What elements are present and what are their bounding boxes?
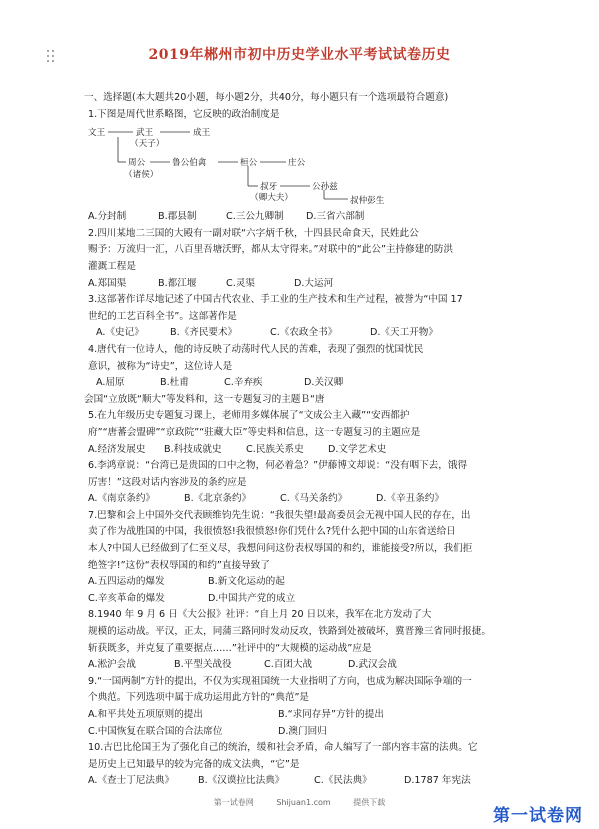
question-8-line: 8.1940 年 9 月 6 日《大公报》社评：“自上月 20 日以来，我军在北方发动了大 bbox=[88, 609, 432, 621]
question-3-options bbox=[88, 325, 523, 342]
option[interactable]: B.杜甫 bbox=[160, 377, 189, 389]
question-7-line: 卖了作为战胜国的中国，我很愤怒!我很愤怒!你们凭什么?凭什么把中国的山东省送给日 bbox=[88, 526, 456, 538]
node-zhougong: 周公 bbox=[128, 158, 146, 169]
answer-note: 会国“立放既“顺大”等发料和，这一专题复习的主题Ｂ“唐 bbox=[84, 393, 325, 405]
option[interactable]: C.民族关系史 bbox=[246, 443, 304, 455]
question-7-options-row2 bbox=[88, 591, 523, 608]
brand-logo: 第一试卷网 bbox=[493, 806, 583, 826]
option[interactable]: B.平型关战役 bbox=[174, 659, 232, 671]
question-6-line: 6.李鸿章说：“台湾已是贵国的口中之物，何必着急？”伊藤博文却说：“没有咽下去，饿得 bbox=[88, 460, 468, 472]
exam-body bbox=[84, 90, 523, 790]
node-zhuanggong: 庄公 bbox=[288, 158, 306, 169]
footer-site-name: 第一试卷网 bbox=[213, 798, 254, 807]
question-5-line: 5.在九年级历史专题复习课上，老师用多媒体展了“文成公主入藏”“安西都护 bbox=[88, 410, 410, 422]
option[interactable]: D.文学艺术史 bbox=[328, 443, 387, 455]
question-9-options-row1 bbox=[88, 707, 523, 724]
option[interactable]: B.“求同存异”方针的提出 bbox=[278, 709, 384, 720]
option[interactable]: B.《北京条约》 bbox=[184, 493, 252, 505]
question-3-line: 世纪的工艺百科全书”。这部著作是 bbox=[88, 310, 237, 322]
question-8-line: 斩获既多，并克复了重要据点……”社评中的“大规模的运动战”应是 bbox=[88, 642, 372, 654]
node-gongsunzi: 公孙兹 bbox=[312, 182, 338, 193]
option[interactable]: A.《史记》 bbox=[96, 327, 144, 339]
option[interactable]: B.《齐民要术》 bbox=[170, 327, 238, 339]
option[interactable]: A.经济发展史 bbox=[88, 443, 146, 455]
option[interactable]: C.《马关条约》 bbox=[280, 493, 348, 505]
question-9-line: 9.“一国两制”方针的提出，不仅为实现祖国统一大业指明了方向，也成为解决国际争端的一 bbox=[88, 675, 472, 687]
node-shusunbi: 叔仲彭生 bbox=[350, 196, 385, 207]
question-10-options bbox=[88, 773, 523, 790]
node-wuwang: 武王 bbox=[136, 128, 154, 139]
option[interactable]: D.澳门回归 bbox=[278, 725, 327, 737]
question-4-options bbox=[88, 375, 523, 392]
node-chengwang: 成王 bbox=[193, 128, 211, 139]
option[interactable]: D.中国共产党的成立 bbox=[208, 592, 296, 604]
node-tianzi: （天子） bbox=[130, 139, 165, 150]
option[interactable]: B.都江堰 bbox=[158, 277, 197, 289]
zhou-lineage-diagram bbox=[88, 124, 523, 207]
question-5-line: 府”“唐蕃会盟碑”“京政院”“驻藏大臣”等史料和信息，这一专题复习的主题应是 bbox=[88, 426, 421, 438]
question-2-line: 赐予：万流归一汇，八百里吾塘沃野，都从太守得来。”对联中的“此公”主持修建的防洪 bbox=[88, 244, 454, 256]
option[interactable]: A.《南京条约》 bbox=[88, 493, 156, 505]
question-10-line: 是历史上已知最早的较为完备的成文法典，“它”是 bbox=[88, 758, 300, 770]
question-4-line: 4.唐代有一位诗人，他的诗反映了动荡时代人民的苦难，表现了强烈的忧国忧民 bbox=[88, 343, 424, 355]
question-6-options bbox=[88, 491, 523, 508]
option[interactable]: C.三公九卿制 bbox=[226, 211, 284, 223]
question-7-options-row1 bbox=[88, 574, 523, 591]
option[interactable]: A.分封制 bbox=[88, 211, 127, 223]
question-9-line: 个典范。下列选项中属于成功运用此方针的“典范”是 bbox=[88, 692, 310, 704]
question-3-line: 3.这部著作详尽地记述了中国古代农业、手工业的生产技术和生产过程，被誉为“中国 17 bbox=[88, 294, 463, 306]
question-8-options bbox=[88, 657, 523, 674]
footer-download-note: 提供下载 bbox=[353, 798, 386, 807]
question-4-line: 意识，被称为“诗史”，这位诗人是 bbox=[88, 360, 233, 372]
option[interactable]: C.百团大战 bbox=[264, 659, 313, 671]
option[interactable]: B.《汉谟拉比法典》 bbox=[198, 775, 285, 787]
option[interactable]: A.和平共处五项原则的提出 bbox=[88, 709, 203, 720]
option[interactable]: C.中国恢复在联合国的合法席位 bbox=[88, 725, 223, 737]
option[interactable]: B.科技成就史 bbox=[164, 443, 222, 455]
node-wenwang: 文王 bbox=[88, 128, 106, 139]
option[interactable]: D.武汉会战 bbox=[348, 659, 397, 671]
node-lugong: 鲁公伯禽 bbox=[172, 158, 207, 169]
question-2-line: 2.四川某地二三国的大殿有一副对联“六字炳千秋，十四县民命食天，民姓此公 bbox=[88, 227, 419, 239]
node-huangong: 桓公 bbox=[240, 158, 258, 169]
page-title: 2019年郴州市初中历史学业水平考试试卷历史 bbox=[148, 47, 451, 63]
footer-site-url[interactable]: Shijuan1.com bbox=[276, 798, 331, 807]
option[interactable]: C.辛弃疾 bbox=[224, 377, 263, 389]
question-2-options bbox=[88, 276, 523, 293]
section-heading: 一、选择题(本大题共20小题，每小题2分，共40分，每小题只有一个选项最符合题意) bbox=[84, 92, 449, 103]
option[interactable]: A.屈原 bbox=[96, 377, 125, 389]
option[interactable]: D.大运河 bbox=[294, 277, 334, 289]
question-8-line: 规模的运动战。平汉，正太，同蒲三路同时发动反攻，铁路到处被破坏，冀晋豫三省同时报捷。 bbox=[88, 626, 491, 638]
node-qingdafu: （卿大夫） bbox=[250, 193, 293, 204]
option[interactable]: A.五四运动的爆发 bbox=[88, 576, 165, 588]
question-9-options-row2 bbox=[88, 724, 523, 741]
option[interactable]: D.《辛丑条约》 bbox=[376, 493, 444, 505]
question-6-line: 厉害！”这段对话内容涉及的条约应是 bbox=[88, 476, 247, 488]
option[interactable]: C.《民法典》 bbox=[314, 775, 372, 787]
option[interactable]: A.淞沪会战 bbox=[88, 659, 136, 671]
node-shusun: 叔牙 bbox=[260, 182, 278, 193]
option[interactable]: A.《查士丁尼法典》 bbox=[88, 775, 175, 787]
question-7-line: 绝签字!”这份“表权辱国的和约”直接导致了 bbox=[88, 559, 270, 571]
option[interactable]: D.三省六部制 bbox=[306, 211, 365, 223]
option[interactable]: C.《农政全书》 bbox=[270, 327, 338, 339]
question-7-line: 7.巴黎和会上中国外交代表顾维钧先生说：“我很失望!最高委员会无视中国人民的存在，出 bbox=[88, 509, 471, 521]
question-2-line: 灌溉工程是 bbox=[88, 260, 136, 272]
option[interactable]: D.关汉卿 bbox=[304, 377, 344, 389]
node-zhuhou: （诸侯） bbox=[124, 170, 159, 181]
option[interactable]: D.1787 年宪法 bbox=[404, 775, 471, 787]
question-7-line: 本人?中国人已经做到了仁至义尽，我想问问这份表权辱国的和约，谁能接受?所以，我们拒 bbox=[88, 543, 473, 555]
option[interactable]: B.新文化运动的起 bbox=[208, 576, 285, 588]
option[interactable]: C.灵渠 bbox=[226, 277, 255, 289]
option[interactable]: C.辛亥革命的爆发 bbox=[88, 592, 165, 604]
question-5-options bbox=[88, 442, 523, 459]
question-10-line: 10.古巴比伦国王为了强化自己的统治，缓和社会矛盾，命人编写了一部内容丰富的法典。它 bbox=[88, 742, 478, 754]
question-1-options bbox=[88, 209, 523, 226]
option[interactable]: D.《天工开物》 bbox=[370, 327, 438, 339]
option[interactable]: A.郑国渠 bbox=[88, 277, 127, 289]
option[interactable]: B.郡县制 bbox=[158, 211, 197, 223]
question-1-stem: 1.下图是周代世系略图，它反映的政治制度是 bbox=[88, 108, 280, 120]
